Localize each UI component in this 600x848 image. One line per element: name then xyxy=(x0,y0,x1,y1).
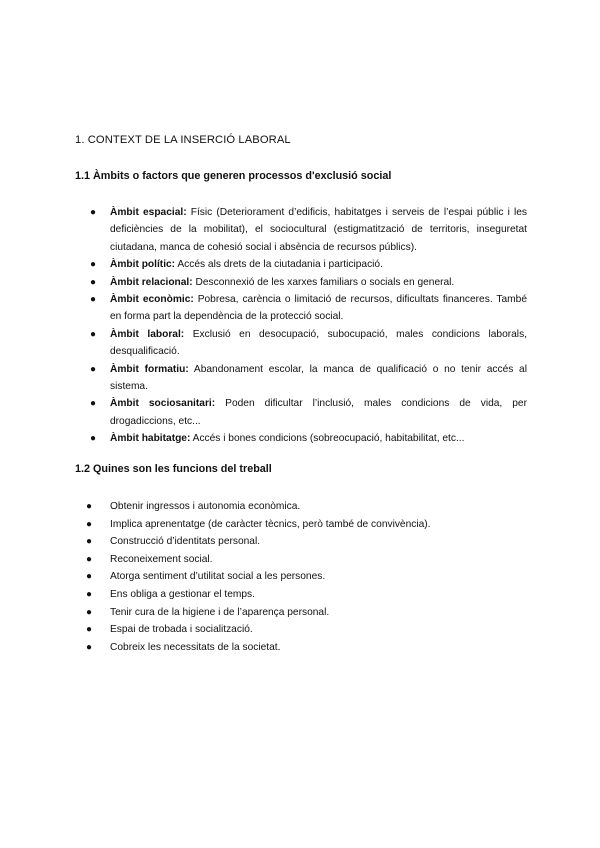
list-item xyxy=(90,291,527,326)
bullet-icon: ● xyxy=(86,606,93,618)
factors-subtitle: 1.1 Àmbits o factors que generen processos d'exclusió social xyxy=(75,170,392,182)
bullet-icon: ● xyxy=(90,207,97,218)
bullet-icon: ● xyxy=(90,276,97,288)
bullet-icon: ● xyxy=(86,553,93,565)
factor-term: Àmbit formatiu: xyxy=(110,363,189,375)
factor-text: Exclusió en desocupació, subocupació, males condicions laborals, desqualificació. xyxy=(110,328,527,358)
factor-term: Àmbit polític: xyxy=(110,259,176,271)
function-text: Espai de trobada i socialització. xyxy=(110,624,253,636)
list-item xyxy=(86,639,526,657)
function-text: Obtenir ingressos i autonomia econòmica. xyxy=(110,501,301,512)
function-text: Implica aprenentatge (de caràcter tècnics, però també de convivència). xyxy=(110,518,431,530)
factor-term: Àmbit econòmic: xyxy=(110,294,194,306)
factor-text: Abandonament escolar, la manca de qualificació o no tenir accés al sistema. xyxy=(110,363,527,393)
factor-text: Accés als drets de la ciutadania i participació. xyxy=(175,259,383,271)
function-text: Tenir cura de la higiene i de l’aparença personal. xyxy=(110,606,330,618)
functions-subtitle: 1.2 Quines son les funcions del treball xyxy=(75,463,272,475)
bullet-icon: ● xyxy=(86,588,93,600)
list-item xyxy=(86,551,526,569)
list-item xyxy=(90,430,527,447)
factor-term: Àmbit laboral: xyxy=(110,328,185,340)
bullet-icon: ● xyxy=(90,294,97,306)
list-item xyxy=(90,395,527,430)
factor-text: Accés i bones condicions (sobreocupació, habitabilitat, etc... xyxy=(190,433,465,445)
list-item xyxy=(90,361,527,396)
function-text: Ens obliga a gestionar el temps. xyxy=(110,588,255,600)
function-text: Atorga sentiment d’utilitat social a les persones. xyxy=(110,571,326,583)
factor-text: Desconnexió de les xarxes familiars o socials en general. xyxy=(192,276,455,288)
factor-term: Àmbit relacional: xyxy=(110,276,193,288)
function-text: Reconeixement social. xyxy=(110,553,213,565)
functions-list xyxy=(86,498,526,656)
factors-list xyxy=(90,204,527,448)
bullet-icon: ● xyxy=(86,624,93,636)
bullet-icon: ● xyxy=(86,536,93,548)
list-item xyxy=(86,621,526,639)
factor-text: Poden dificultar l’inclusió, males condicions de vida, per drogadiccions, etc... xyxy=(110,398,527,427)
bullet-icon: ● xyxy=(86,641,93,653)
factor-text: Físic (Deteriorament d’edificis, habitatges i serveis de l’espai públic i les deficiències de la mobilitat), el sociocultural (estigmatització de territoris, inseguretat ciutadana, manca de cohesió social i absència de recursos públics). xyxy=(110,207,527,253)
bullet-icon: ● xyxy=(90,328,97,340)
bullet-icon: ● xyxy=(90,363,97,375)
list-item xyxy=(86,604,526,622)
bullet-icon: ● xyxy=(86,518,93,530)
bullet-icon: ● xyxy=(90,433,97,445)
list-item xyxy=(90,326,527,361)
factor-term: Àmbit sociosanitari: xyxy=(110,398,216,410)
factor-text: Pobresa, carència o limitació de recursos, dificultats financeres. També en forma part la dependència de la protecció social. xyxy=(110,294,527,323)
factor-term: Àmbit habitatge: xyxy=(110,433,191,445)
list-item xyxy=(86,498,526,516)
bullet-icon: ● xyxy=(90,398,97,410)
list-item xyxy=(86,586,526,604)
list-item xyxy=(90,274,527,291)
list-item xyxy=(90,204,527,256)
section-title: 1. CONTEXT DE LA INSERCIÓ LABORAL xyxy=(75,134,291,146)
function-text: Construcció d’identitats personal. xyxy=(110,536,261,548)
list-item xyxy=(86,533,526,551)
function-text: Cobreix les necessitats de la societat. xyxy=(110,641,281,653)
bullet-icon: ● xyxy=(86,501,93,512)
list-item xyxy=(86,516,526,534)
factor-term: Àmbit espacial: xyxy=(110,207,187,218)
list-item xyxy=(90,256,527,273)
bullet-icon: ● xyxy=(90,259,97,271)
bullet-icon: ● xyxy=(86,571,93,583)
list-item xyxy=(86,568,526,586)
